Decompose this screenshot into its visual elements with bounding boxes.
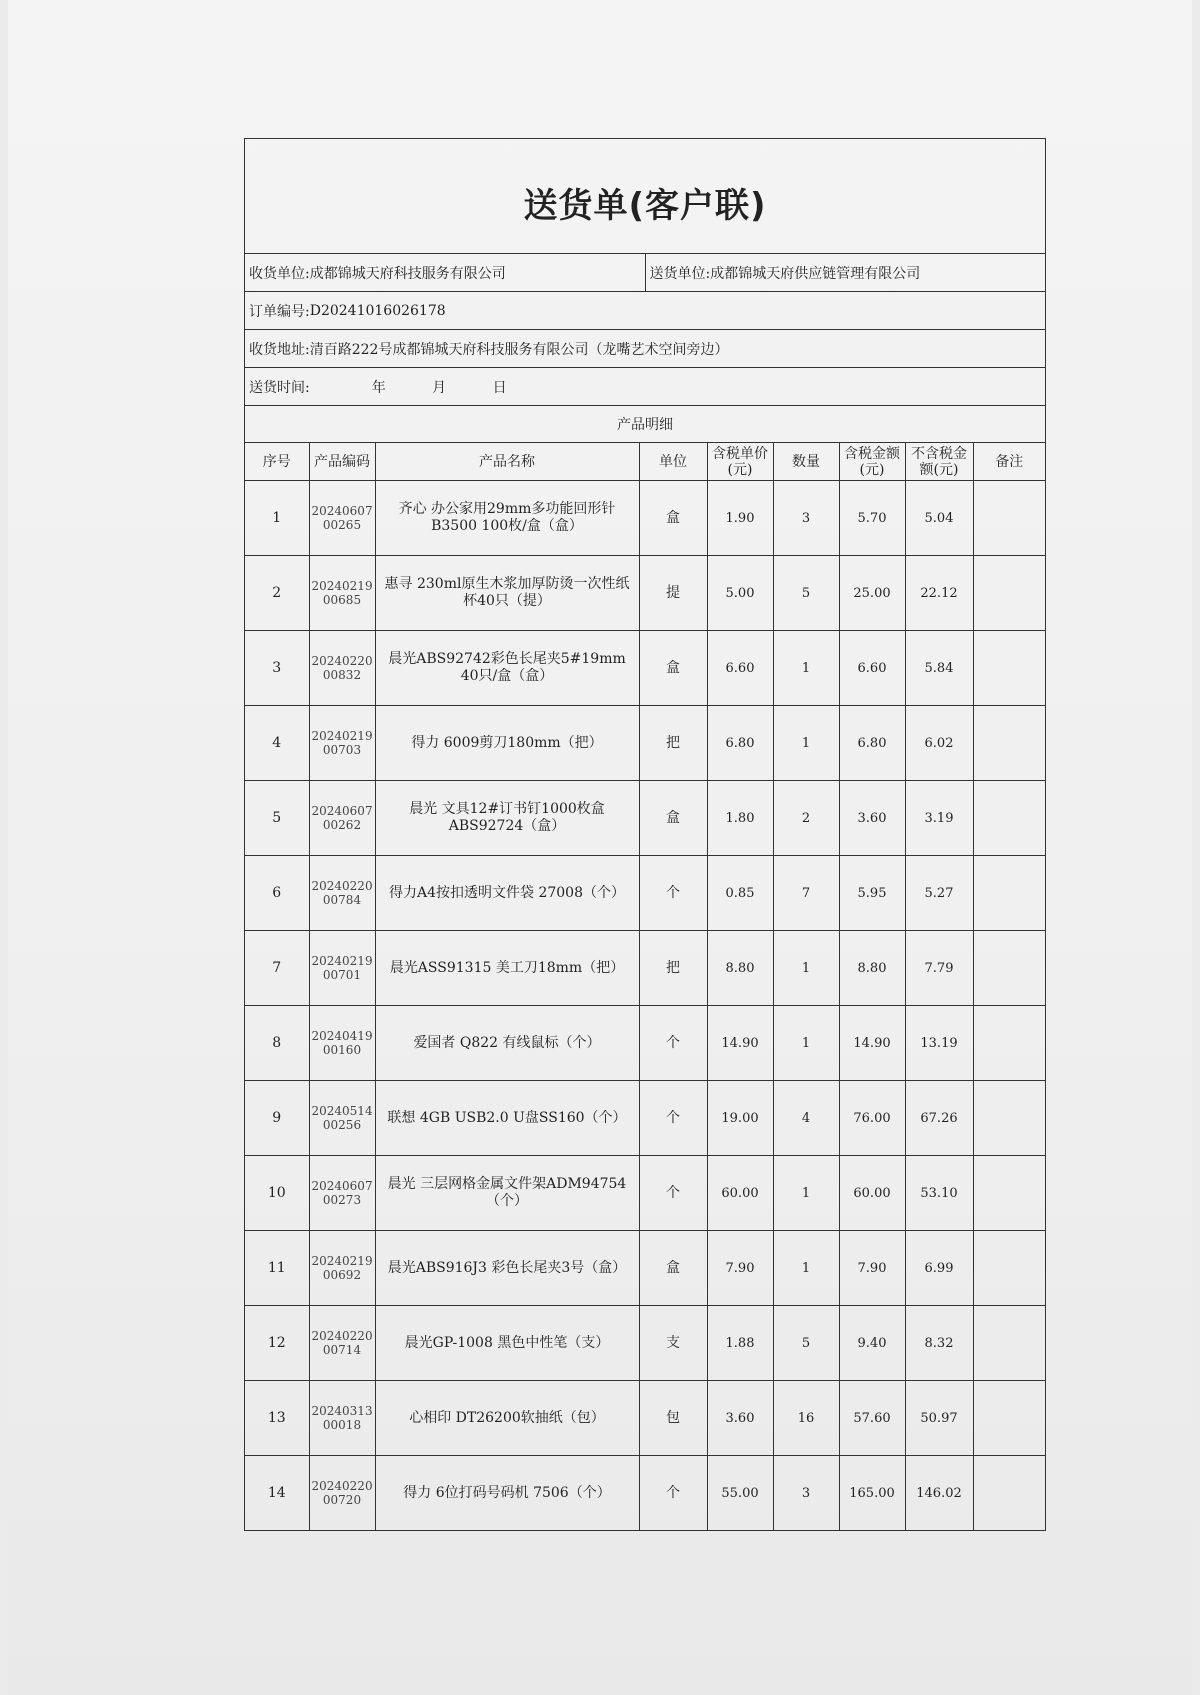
row-code-part-b: 00265 <box>322 518 362 532</box>
row-product-name: 得力 6位打码号码机 7506（个） <box>375 1456 639 1531</box>
row-unit: 把 <box>639 931 707 1006</box>
table-row <box>245 1156 1045 1231</box>
sender-cell <box>645 254 1046 291</box>
row-code <box>309 781 375 856</box>
row-unit: 盒 <box>639 481 707 556</box>
address-row <box>245 330 1045 368</box>
row-price: 3.60 <box>707 1381 773 1456</box>
header-remark: 备注 <box>973 443 1045 481</box>
row-remark <box>973 1231 1045 1306</box>
table-row <box>245 856 1045 931</box>
row-amount: 5.95 <box>839 856 905 931</box>
row-amount-ex: 3.19 <box>905 781 973 856</box>
row-price: 7.90 <box>707 1231 773 1306</box>
table-row <box>245 1456 1045 1531</box>
row-code <box>309 1081 375 1156</box>
row-seq: 11 <box>245 1231 309 1306</box>
row-amount-ex: 5.84 <box>905 631 973 706</box>
row-code-part-b: 00160 <box>322 1043 362 1057</box>
row-amount: 60.00 <box>839 1156 905 1231</box>
row-unit: 个 <box>639 856 707 931</box>
row-seq: 9 <box>245 1081 309 1156</box>
row-amount: 165.00 <box>839 1456 905 1531</box>
row-seq: 12 <box>245 1306 309 1381</box>
row-unit: 包 <box>639 1381 707 1456</box>
row-seq: 5 <box>245 781 309 856</box>
row-code-part-b: 00262 <box>322 818 362 832</box>
row-remark <box>973 1006 1045 1081</box>
row-qty: 3 <box>773 481 839 556</box>
year-label: 年 <box>371 379 386 396</box>
table-header-row <box>245 443 1045 481</box>
row-amount: 25.00 <box>839 556 905 631</box>
row-amount: 8.80 <box>839 931 905 1006</box>
row-code <box>309 631 375 706</box>
row-code-part-b: 00784 <box>322 893 362 907</box>
row-unit: 把 <box>639 706 707 781</box>
row-code-part-b: 00273 <box>322 1193 362 1207</box>
row-qty: 1 <box>773 1231 839 1306</box>
row-code-part-b: 00832 <box>322 668 362 682</box>
row-seq: 3 <box>245 631 309 706</box>
row-unit: 个 <box>639 1156 707 1231</box>
row-price: 55.00 <box>707 1456 773 1531</box>
party-row <box>245 254 1045 292</box>
table-row <box>245 1081 1045 1156</box>
document-title: 送货单(客户联) <box>523 185 767 226</box>
row-unit: 个 <box>639 1456 707 1531</box>
row-qty: 1 <box>773 631 839 706</box>
table-row <box>245 631 1045 706</box>
row-unit: 支 <box>639 1306 707 1381</box>
row-qty: 4 <box>773 1081 839 1156</box>
row-remark <box>973 631 1045 706</box>
row-product-name: 晨光 文具12#订书钉1000枚盒ABS92724（盒） <box>375 781 639 856</box>
address-label: 收货地址: <box>249 341 310 358</box>
row-remark <box>973 856 1045 931</box>
row-amount: 6.80 <box>839 706 905 781</box>
delivery-note-form <box>244 138 1046 1531</box>
row-product-name: 心相印 DT26200软抽纸（包） <box>375 1381 639 1456</box>
row-price: 14.90 <box>707 1006 773 1081</box>
row-code-part-a: 20240313 <box>311 1404 373 1418</box>
row-code-part-a: 20240419 <box>311 1029 373 1043</box>
header-amount-ex: 不含税金额(元) <box>905 443 973 481</box>
row-amount: 6.60 <box>839 631 905 706</box>
row-unit: 盒 <box>639 631 707 706</box>
row-code <box>309 1231 375 1306</box>
row-price: 1.88 <box>707 1306 773 1381</box>
row-qty: 5 <box>773 556 839 631</box>
header-qty: 数量 <box>773 443 839 481</box>
row-code-part-b: 00703 <box>322 743 362 757</box>
row-qty: 7 <box>773 856 839 931</box>
row-qty: 3 <box>773 1456 839 1531</box>
row-code <box>309 931 375 1006</box>
row-seq: 8 <box>245 1006 309 1081</box>
delivery-time-label: 送货时间: <box>249 379 310 396</box>
header-code: 产品编码 <box>309 443 375 481</box>
row-code-part-a: 20240220 <box>311 1479 373 1493</box>
row-amount-ex: 6.02 <box>905 706 973 781</box>
table-row <box>245 481 1045 556</box>
product-rows <box>245 481 1045 1531</box>
row-amount-ex: 146.02 <box>905 1456 973 1531</box>
header-seq: 序号 <box>245 443 309 481</box>
title-row <box>245 139 1045 254</box>
delivery-date <box>372 377 549 397</box>
table-row <box>245 1231 1045 1306</box>
row-product-name: 齐心 办公家用29mm多功能回形针B3500 100枚/盒（盒） <box>375 481 639 556</box>
row-amount-ex: 8.32 <box>905 1306 973 1381</box>
sender-value: 成都锦城天府供应链管理有限公司 <box>710 265 921 282</box>
row-qty: 1 <box>773 931 839 1006</box>
row-price: 5.00 <box>707 556 773 631</box>
row-product-name: 爱国者 Q822 有线鼠标（个） <box>375 1006 639 1081</box>
receiver-value: 成都锦城天府科技服务有限公司 <box>309 265 506 282</box>
row-amount-ex: 22.12 <box>905 556 973 631</box>
row-product-name: 得力A4按扣透明文件袋 27008（个） <box>375 856 639 931</box>
sender-label: 送货单位: <box>649 265 711 282</box>
row-amount: 76.00 <box>839 1081 905 1156</box>
receiver-cell <box>245 254 645 291</box>
row-product-name: 惠寻 230ml原生木浆加厚防烫一次性纸杯40只（提） <box>375 556 639 631</box>
row-product-name: 晨光 三层网格金属文件架ADM94754（个） <box>375 1156 639 1231</box>
row-remark <box>973 1306 1045 1381</box>
row-code <box>309 1306 375 1381</box>
row-seq: 10 <box>245 1156 309 1231</box>
row-qty: 1 <box>773 1006 839 1081</box>
row-remark <box>973 556 1045 631</box>
header-amount: 含税金额(元) <box>839 443 905 481</box>
row-code-part-a: 20240220 <box>311 879 373 893</box>
row-seq: 2 <box>245 556 309 631</box>
delivery-time-row <box>245 368 1045 406</box>
row-code <box>309 1156 375 1231</box>
row-code-part-a: 20240219 <box>311 729 373 743</box>
row-product-name: 晨光GP-1008 黑色中性笔（支） <box>375 1306 639 1381</box>
row-product-name: 晨光ASS91315 美工刀18mm（把） <box>375 931 639 1006</box>
row-remark <box>973 1081 1045 1156</box>
row-code-part-a: 20240219 <box>311 954 373 968</box>
row-code-part-b: 00256 <box>322 1118 362 1132</box>
order-label: 订单编号: <box>249 303 310 320</box>
row-code-part-a: 20240514 <box>311 1104 373 1118</box>
table-row <box>245 706 1045 781</box>
row-seq: 4 <box>245 706 309 781</box>
row-qty: 16 <box>773 1381 839 1456</box>
month-label: 月 <box>432 379 447 396</box>
row-code-part-a: 20240607 <box>311 1179 373 1193</box>
row-remark <box>973 481 1045 556</box>
receiver-label: 收货单位: <box>249 265 310 282</box>
row-price: 6.80 <box>707 706 773 781</box>
row-code-part-a: 20240220 <box>311 654 373 668</box>
row-unit: 个 <box>639 1081 707 1156</box>
row-code <box>309 1006 375 1081</box>
row-price: 8.80 <box>707 931 773 1006</box>
row-amount-ex: 50.97 <box>905 1381 973 1456</box>
row-amount: 57.60 <box>839 1381 905 1456</box>
day-label: 日 <box>492 379 507 396</box>
row-code <box>309 1456 375 1531</box>
row-product-name: 得力 6009剪刀180mm（把） <box>375 706 639 781</box>
row-unit: 提 <box>639 556 707 631</box>
row-qty: 1 <box>773 1156 839 1231</box>
row-price: 1.90 <box>707 481 773 556</box>
order-row <box>245 292 1045 330</box>
row-amount-ex: 67.26 <box>905 1081 973 1156</box>
row-seq: 6 <box>245 856 309 931</box>
section-title: 产品明细 <box>617 417 673 433</box>
row-amount: 3.60 <box>839 781 905 856</box>
row-price: 60.00 <box>707 1156 773 1231</box>
row-amount: 5.70 <box>839 481 905 556</box>
row-product-name: 晨光ABS92742彩色长尾夹5#19mm 40只/盒（盒） <box>375 631 639 706</box>
row-code <box>309 556 375 631</box>
row-amount-ex: 6.99 <box>905 1231 973 1306</box>
order-number: D20241016026178 <box>309 302 446 319</box>
row-price: 19.00 <box>707 1081 773 1156</box>
row-code <box>309 706 375 781</box>
row-code-part-b: 00701 <box>322 968 362 982</box>
row-remark <box>973 781 1045 856</box>
table-row <box>245 556 1045 631</box>
row-amount-ex: 7.79 <box>905 931 973 1006</box>
row-code-part-b: 00714 <box>322 1343 362 1357</box>
row-code-part-a: 20240219 <box>311 579 373 593</box>
table-row <box>245 931 1045 1006</box>
row-price: 1.80 <box>707 781 773 856</box>
header-price: 含税单价(元) <box>707 443 773 481</box>
row-amount-ex: 13.19 <box>905 1006 973 1081</box>
row-unit: 盒 <box>639 781 707 856</box>
section-heading <box>245 406 1045 443</box>
row-code-part-a: 20240607 <box>311 504 373 518</box>
row-remark <box>973 706 1045 781</box>
row-product-name: 联想 4GB USB2.0 U盘SS160（个） <box>375 1081 639 1156</box>
header-unit: 单位 <box>639 443 707 481</box>
row-remark <box>973 1156 1045 1231</box>
row-code-part-b: 00685 <box>322 593 362 607</box>
row-seq: 1 <box>245 481 309 556</box>
row-amount-ex: 5.27 <box>905 856 973 931</box>
row-seq: 7 <box>245 931 309 1006</box>
table-row <box>245 1381 1045 1456</box>
row-price: 6.60 <box>707 631 773 706</box>
table-row <box>245 1006 1045 1081</box>
row-code-part-b: 00692 <box>322 1268 362 1282</box>
row-code-part-b: 00720 <box>322 1493 362 1507</box>
row-code-part-a: 20240607 <box>311 804 373 818</box>
table-row <box>245 1306 1045 1381</box>
row-amount: 7.90 <box>839 1231 905 1306</box>
row-seq: 13 <box>245 1381 309 1456</box>
row-amount-ex: 53.10 <box>905 1156 973 1231</box>
row-unit: 个 <box>639 1006 707 1081</box>
row-remark <box>973 1456 1045 1531</box>
header-name: 产品名称 <box>375 443 639 481</box>
row-code-part-a: 20240219 <box>311 1254 373 1268</box>
row-qty: 2 <box>773 781 839 856</box>
row-remark <box>973 1381 1045 1456</box>
row-code <box>309 856 375 931</box>
row-code-part-a: 20240220 <box>311 1329 373 1343</box>
row-remark <box>973 931 1045 1006</box>
row-amount-ex: 5.04 <box>905 481 973 556</box>
table-row <box>245 781 1045 856</box>
row-amount: 14.90 <box>839 1006 905 1081</box>
row-code <box>309 1381 375 1456</box>
row-code <box>309 481 375 556</box>
row-seq: 14 <box>245 1456 309 1531</box>
row-code-part-b: 00018 <box>322 1418 362 1432</box>
row-product-name: 晨光ABS916J3 彩色长尾夹3号（盒） <box>375 1231 639 1306</box>
row-amount: 9.40 <box>839 1306 905 1381</box>
row-qty: 1 <box>773 706 839 781</box>
row-qty: 5 <box>773 1306 839 1381</box>
row-unit: 盒 <box>639 1231 707 1306</box>
address-value: 清百路222号成都锦城天府科技服务有限公司（龙嘴艺术空间旁边） <box>309 341 729 358</box>
product-table <box>245 443 1045 1531</box>
row-price: 0.85 <box>707 856 773 931</box>
